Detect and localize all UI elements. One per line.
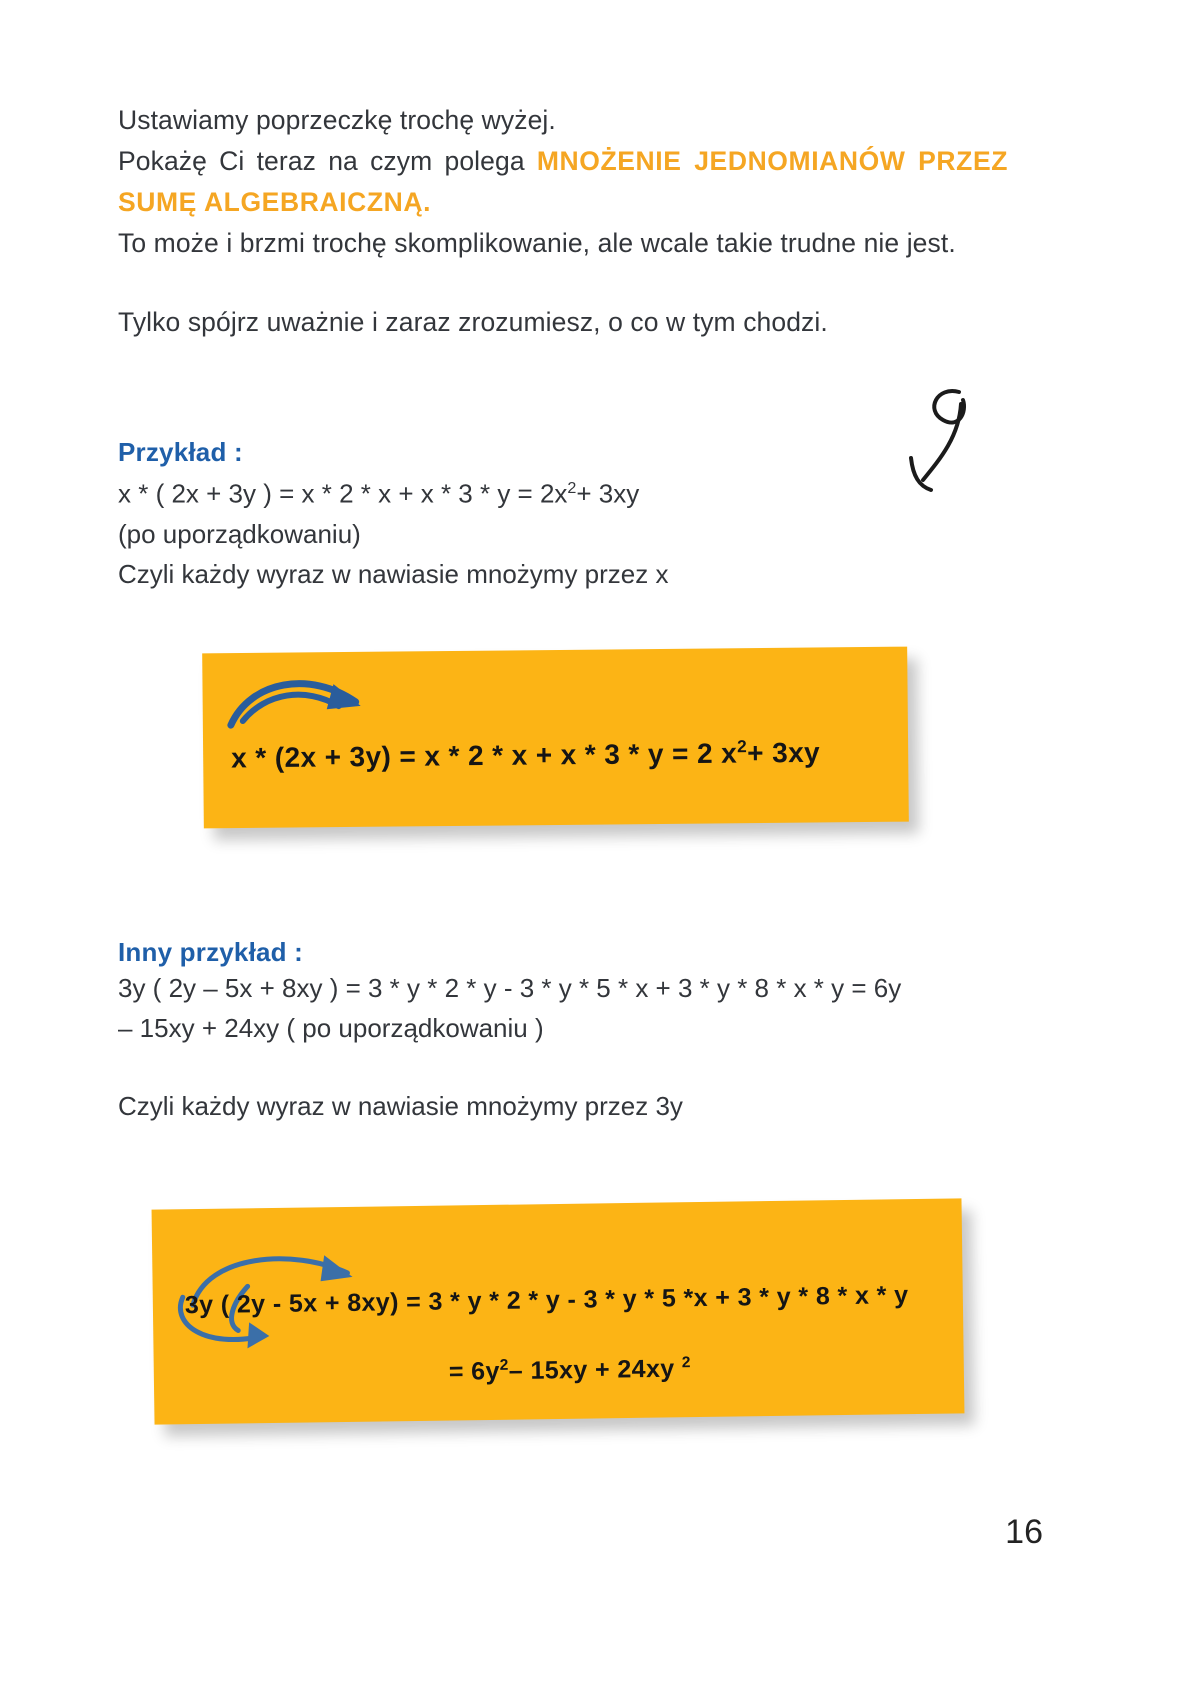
intro-line-3: To może i brzmi trochę skomplikowanie, ale wcale takie trudne nie jest.	[118, 228, 956, 258]
example-2-box-equation-bottom-start: = 6y	[448, 1356, 500, 1386]
example-2-box-equation-bottom-sup2: 2	[681, 1353, 691, 1371]
example-1-highlight-box	[202, 646, 909, 828]
intro-highlight: MNOŻENIE JEDNOMIANÓW PRZEZ SUMĘ ALGEBRAICZNĄ.	[118, 146, 1009, 217]
example-2-box-equation-bottom	[449, 1354, 692, 1387]
intro-line-2	[118, 141, 1008, 223]
example-1-box-equation	[231, 735, 820, 774]
example-2-formula-line-1: 3y ( 2y – 5x + 8xy ) = 3 * y * 2 * y - 3 * y * 5 * x + 3 * y * 8 * x * y = 6y	[118, 972, 902, 1003]
example-1-heading: Przykład :	[118, 437, 243, 467]
page-content	[118, 100, 1008, 1419]
example-2-explanation: Czyli każdy wyraz w nawiasie mnożymy przez 3y	[118, 1090, 683, 1121]
example-2-box-equation-top: 3y ( 2y - 5x + 8xy) = 3 * y * 2 * y - 3 * y * 5 *x + 3 * y * 8 * x * y	[184, 1280, 909, 1319]
curved-arrow-icon	[220, 661, 411, 743]
intro-line-4: Tylko spójrz uważnie i zaraz zrozumiesz, o co w tym chodzi.	[118, 307, 828, 337]
hand-drawn-arrow-icon	[901, 380, 1011, 510]
example-2-box-wrapper	[118, 1204, 1008, 1419]
intro-line-1: Ustawiamy poprzeczkę trochę wyżej.	[118, 105, 556, 135]
example-1-box-equation-sup: 2	[736, 735, 748, 756]
example-2-box-equation-bottom-sup1: 2	[499, 1356, 509, 1374]
example-1-formula-main: x * ( 2x + 3y ) = x * 2 * x + x * 3 * y = 2x	[118, 478, 568, 509]
example-1-formula	[118, 468, 1008, 514]
example-1-box-wrapper	[118, 650, 1008, 825]
example-1-formula-tail: + 3xy	[576, 478, 640, 509]
page-number: 16	[1005, 1513, 1043, 1551]
example-1-note: (po uporządkowaniu)	[118, 518, 361, 549]
example-1-box-equation-end: + 3xy	[747, 736, 821, 769]
example-1-formula-sup: 2	[567, 479, 577, 497]
example-1-box-equation-start: x * (2x + 3y) = x * 2 * x + x * 3 * y = 2 x	[231, 737, 738, 774]
intro-line-2-text: Pokażę Ci teraz na czym polega	[118, 146, 537, 176]
example-2-formula-line-2: – 15xy + 24xy ( po uporządkowaniu )	[118, 1012, 544, 1043]
example-2-heading: Inny przykład :	[118, 936, 304, 967]
example-1-explanation: Czyli każdy wyraz w nawiasie mnożymy przez x	[118, 558, 669, 589]
example-2-box-equation-bottom-mid: – 15xy + 24xy	[508, 1354, 683, 1385]
example-2-highlight-box	[152, 1198, 965, 1424]
